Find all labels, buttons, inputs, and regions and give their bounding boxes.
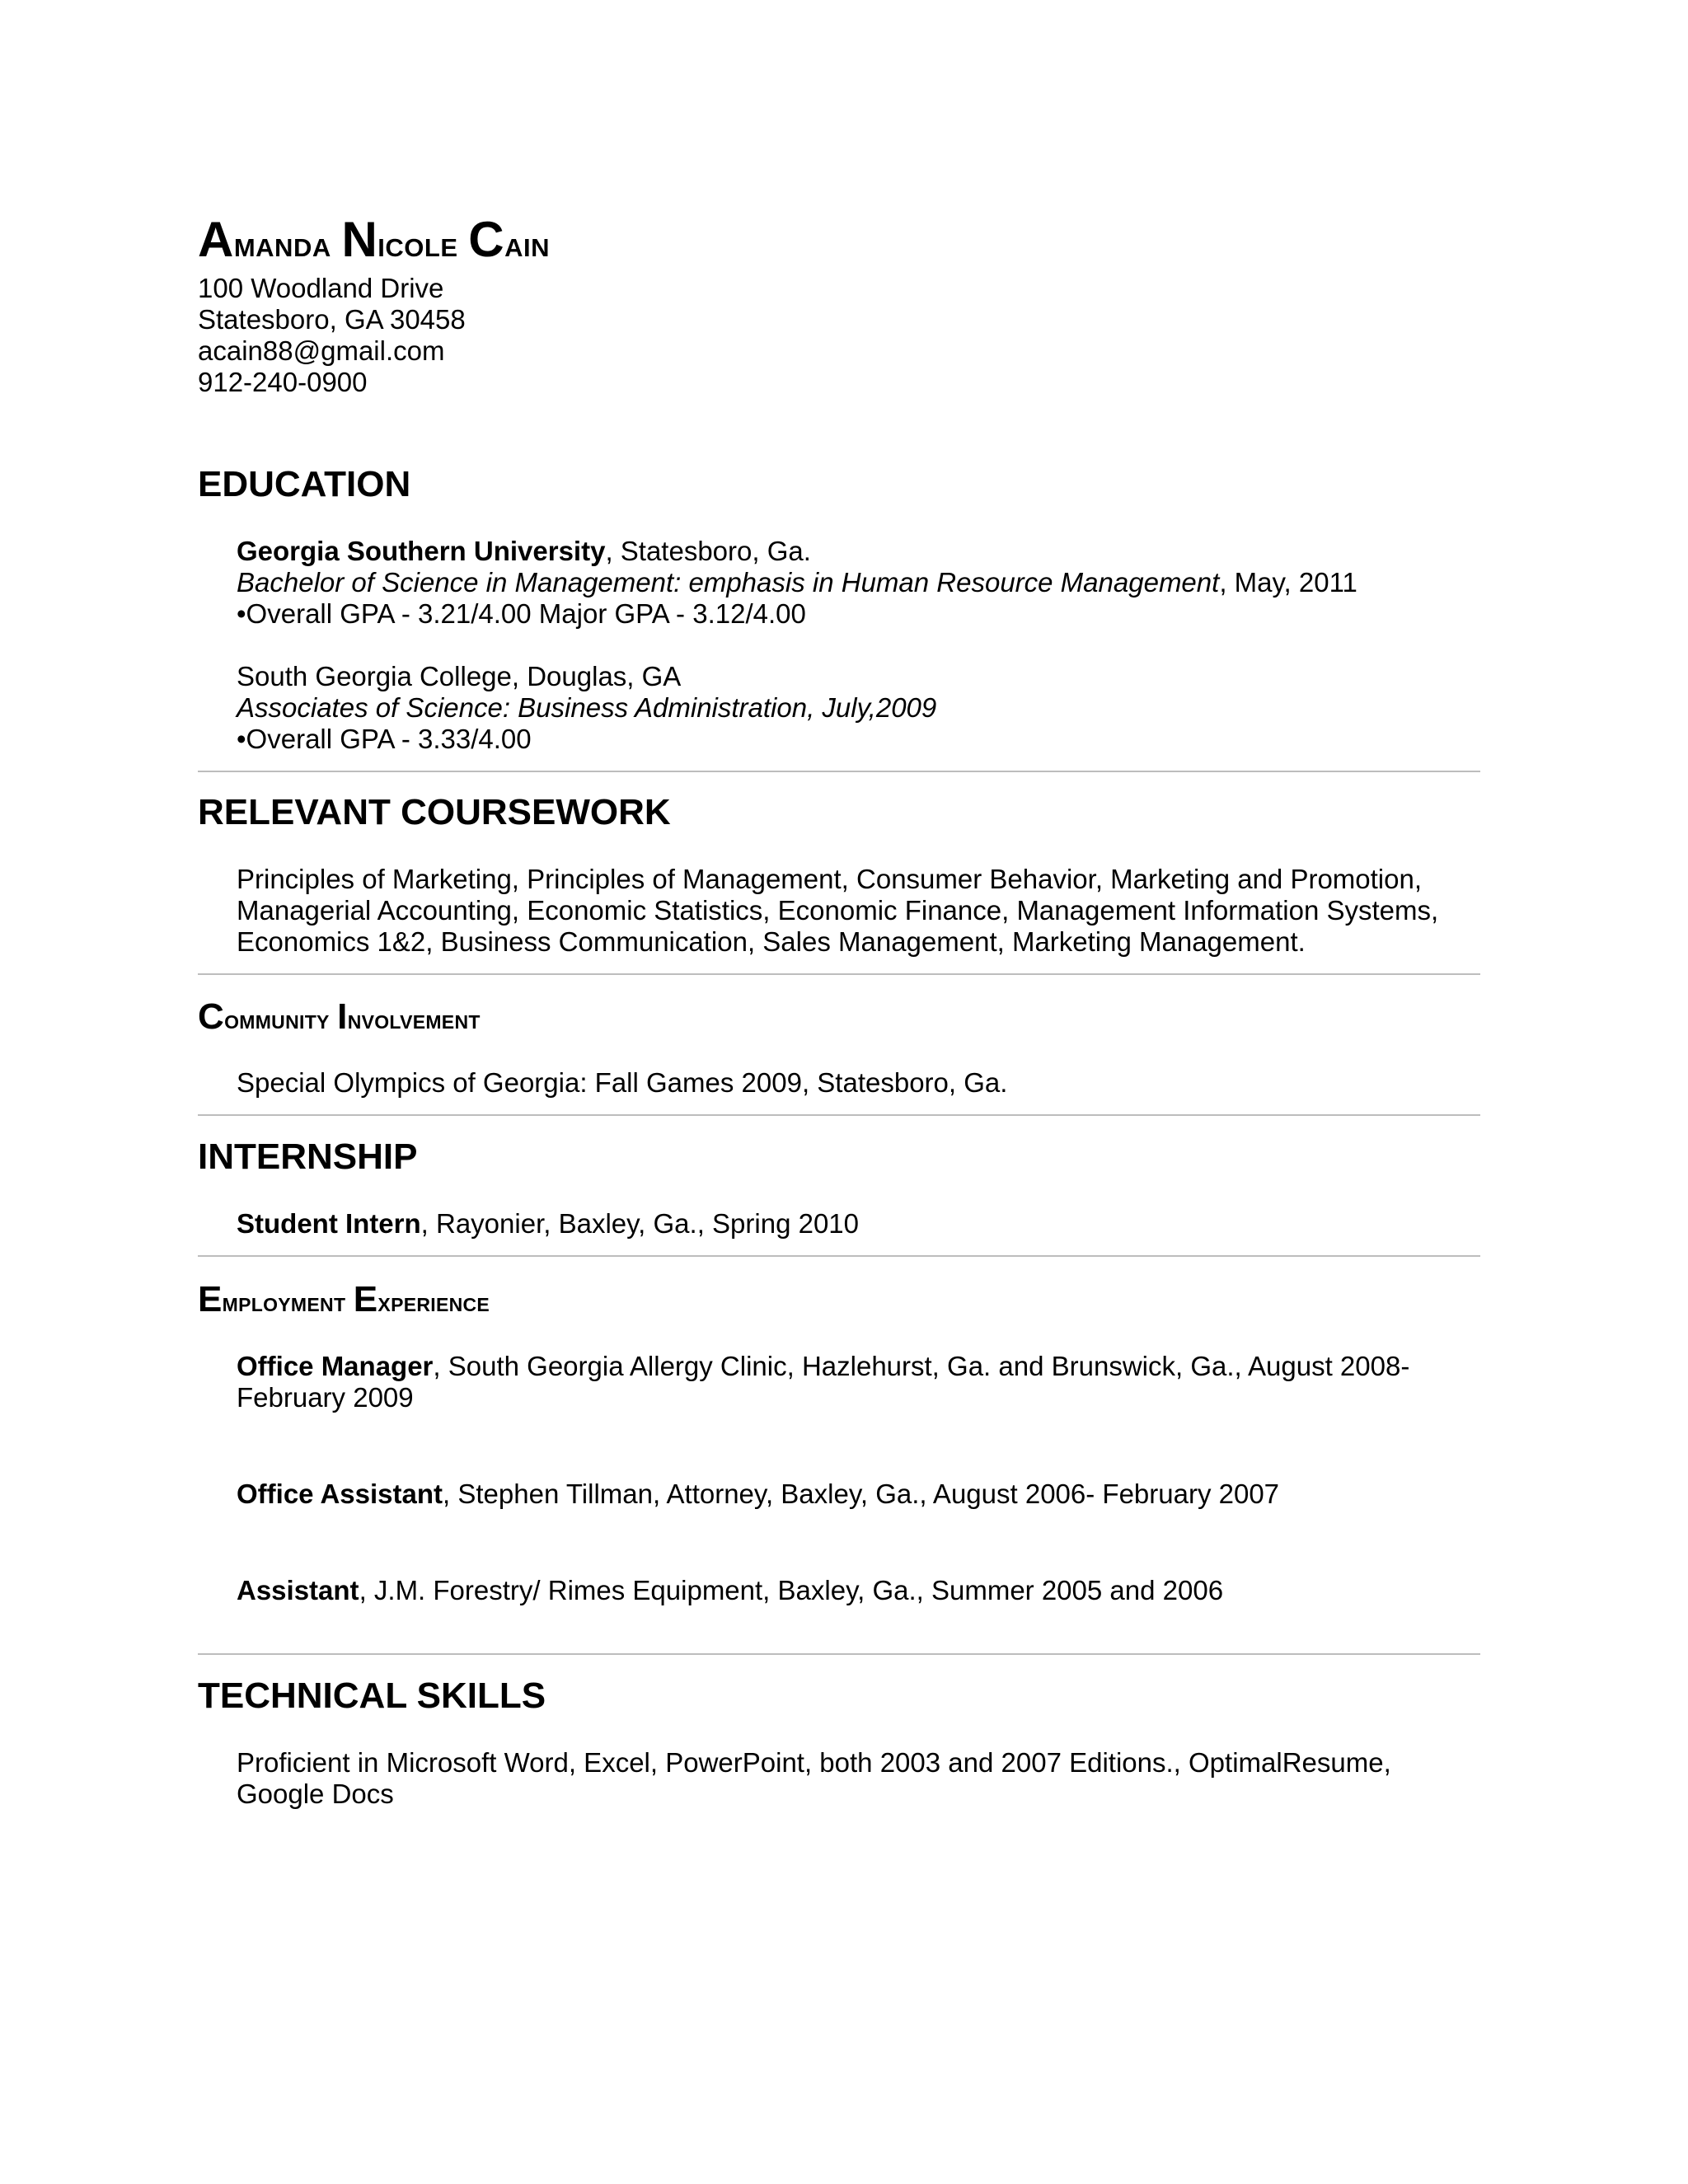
degree-name: Bachelor of Science in Management: emphasis in Human Resource Management <box>237 567 1220 598</box>
name-last: Cain <box>468 212 550 267</box>
education-entry-2-school: South Georgia College, Douglas, GA <box>237 661 682 691</box>
name-middle: Nicole <box>341 212 458 267</box>
community-heading <box>198 996 481 1037</box>
heading-rest: ommunity <box>224 1004 338 1034</box>
candidate-name <box>198 210 550 269</box>
education-entry-2-gpa: •Overall GPA - 3.33/4.00 <box>237 724 532 754</box>
job-title: Assistant <box>237 1575 359 1605</box>
employment-entry-2 <box>237 1480 1279 1507</box>
section-divider <box>198 771 1480 772</box>
coursework-line: Principles of Marketing, Principles of Management, Consumer Behavior, Marketing and Promotion, <box>237 864 1423 894</box>
internship-heading: INTERNSHIP <box>198 1137 418 1177</box>
heading-initial: C <box>198 996 225 1037</box>
job-details: , South Georgia Allergy Clinic, Hazlehurst, Ga. and Brunswick, Ga., August 2008- <box>433 1351 1410 1381</box>
coursework-heading: RELEVANT COURSEWORK <box>198 792 671 832</box>
degree-date: , May, 2011 <box>1219 567 1357 598</box>
education-heading: EDUCATION <box>198 464 411 504</box>
email-address: acain88@gmail.com <box>198 335 445 366</box>
section-divider <box>198 1653 1480 1655</box>
community-entry: Special Olympics of Georgia: Fall Games 2009, Statesboro, Ga. <box>237 1067 1008 1098</box>
job-title: Office Manager <box>237 1351 434 1381</box>
address-line-1: 100 Woodland Drive <box>198 273 444 303</box>
employment-entry-1 <box>237 1352 1409 1380</box>
section-divider <box>198 973 1480 975</box>
education-entry-1-degree <box>237 569 1357 596</box>
coursework-line: Managerial Accounting, Economic Statistics, Economic Finance, Management Information Systems, <box>237 895 1439 926</box>
heading-initial: E <box>198 1279 223 1319</box>
job-details: , J.M. Forestry/ Rimes Equipment, Baxley, Ga., Summer 2005 and 2006 <box>359 1575 1224 1605</box>
coursework-line: Economics 1&2, Business Communication, Sales Management, Marketing Management. <box>237 926 1306 957</box>
school-location: , Statesboro, Ga. <box>605 536 811 566</box>
phone-number: 912-240-0900 <box>198 367 368 397</box>
heading-rest: mployment <box>222 1286 354 1317</box>
employment-heading <box>198 1279 490 1319</box>
job-details: , Rayonier, Baxley, Ga., Spring 2010 <box>420 1208 860 1239</box>
job-title: Office Assistant <box>237 1479 443 1509</box>
education-entry-1-school <box>237 537 811 565</box>
job-details: , Stephen Tillman, Attorney, Baxley, Ga., August 2006- February 2007 <box>443 1479 1280 1509</box>
skills-line: Proficient in Microsoft Word, Excel, PowerPoint, both 2003 and 2007 Editions., OptimalResume, <box>237 1747 1391 1778</box>
employment-entry-3 <box>237 1577 1223 1604</box>
skills-heading: TECHNICAL SKILLS <box>198 1675 546 1716</box>
employment-entry-1-cont: February 2009 <box>237 1382 414 1413</box>
section-divider <box>198 1114 1480 1116</box>
degree-name: Associates of Science: Business Administration, July,2009 <box>237 692 937 723</box>
education-entry-1-gpa: •Overall GPA - 3.21/4.00 Major GPA - 3.12/4.00 <box>237 598 806 629</box>
education-entry-2-degree <box>237 694 936 721</box>
section-divider <box>198 1255 1480 1257</box>
school-name: Georgia Southern University <box>237 536 606 566</box>
internship-entry <box>237 1210 859 1237</box>
skills-line: Google Docs <box>237 1779 394 1809</box>
heading-initial: I <box>337 996 348 1037</box>
heading-rest: nvolvement <box>347 1004 481 1034</box>
job-title: Student Intern <box>237 1208 421 1239</box>
heading-initial: E <box>353 1279 378 1319</box>
heading-rest: xperience <box>377 1286 490 1317</box>
address-line-2: Statesboro, GA 30458 <box>198 304 466 335</box>
name-first: Amanda <box>198 212 331 267</box>
